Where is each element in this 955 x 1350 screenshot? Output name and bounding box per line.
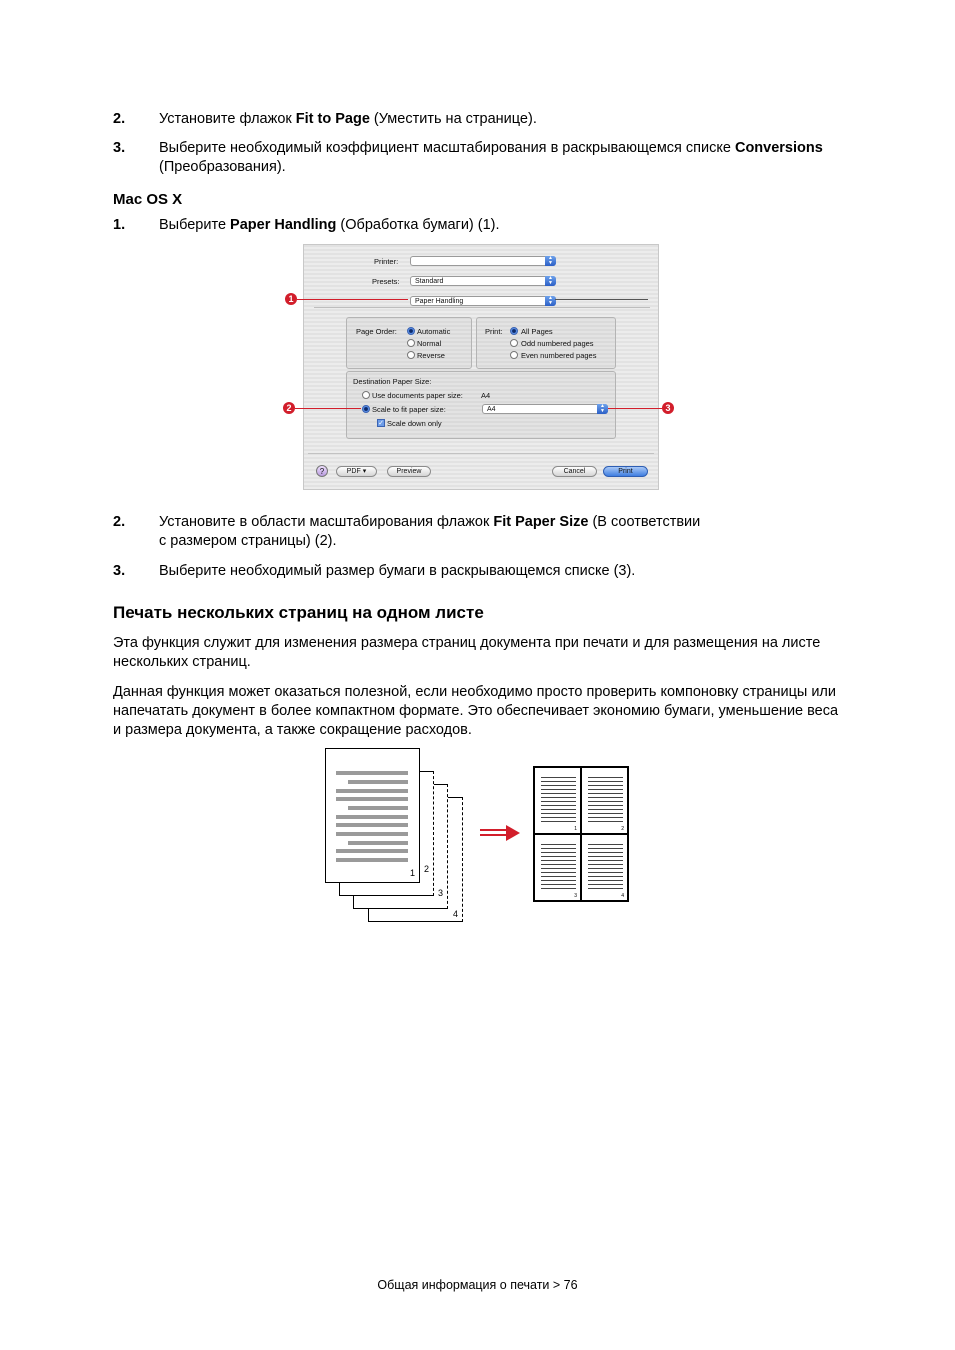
page-number: 1 — [409, 868, 415, 878]
callout-2-badge: 2 — [283, 402, 295, 414]
help-button[interactable]: ? — [316, 465, 328, 477]
even-pages-radio[interactable] — [510, 351, 518, 359]
page-order-reverse-radio[interactable] — [407, 351, 415, 359]
macos-heading: Mac OS X — [113, 191, 183, 208]
scale-down-checkbox[interactable]: ✓ — [378, 420, 384, 427]
section-title: Печать нескольких страниц на одном листе — [113, 603, 484, 622]
step-number: 2. — [113, 514, 126, 530]
nup-page-number: 1 — [574, 826, 577, 832]
step-text: Выберите необходимый коэффициент масштабирования в раскрывающемся списке Conversions (Преобразования). — [159, 140, 823, 175]
separator — [308, 453, 654, 454]
step-number: 3. — [113, 563, 126, 579]
presets-label: Presets: — [372, 277, 400, 286]
step-text: Выберите необходимый размер бумаги в раскрывающемся списке (3). — [159, 563, 636, 579]
preview-button[interactable]: Preview — [387, 466, 431, 477]
page-order-option-label: Reverse — [417, 351, 445, 360]
nup-cell — [581, 834, 628, 901]
popup-arrows-icon: ▲ ▼ — [545, 276, 556, 286]
step-2-fit-paper-size — [113, 513, 833, 553]
nup-page-number: 4 — [621, 893, 624, 899]
paragraph: Эта функция служит для изменения размера страниц документа при печати и для размещения на листе нескольких страниц. — [113, 635, 821, 670]
callout-1-badge: 1 — [285, 293, 297, 305]
page-order-label: Page Order: — [356, 327, 397, 336]
page-number: 2 — [423, 864, 429, 874]
callout-2-line — [295, 408, 361, 409]
page-number: 4 — [452, 909, 458, 919]
nup-page-number: 2 — [621, 826, 624, 832]
mac-print-dialog — [303, 244, 659, 490]
all-pages-radio[interactable] — [510, 327, 518, 335]
pdf-button[interactable]: PDF ▾ — [336, 466, 377, 477]
print-label: Print: — [485, 327, 503, 336]
print-button[interactable]: Print — [603, 466, 648, 477]
popup-arrows-icon: ▲ ▼ — [597, 404, 608, 414]
print-option-label: Even numbered pages — [521, 351, 597, 360]
callout-3-badge: 3 — [662, 402, 674, 414]
use-document-size-radio[interactable] — [362, 391, 370, 399]
page-order-option-label: Normal — [417, 339, 442, 348]
nup-page-number: 3 — [574, 893, 577, 899]
step-text: Установите флажок Fit to Page (Уместить на странице). — [159, 111, 537, 127]
page-order-option-label: Automatic — [417, 327, 451, 336]
step-text: Выберите Paper Handling (Обработка бумаги) (1). — [159, 217, 500, 233]
cancel-button[interactable]: Cancel — [552, 466, 597, 477]
step-number: 1. — [113, 217, 126, 233]
destination-label: Destination Paper Size: — [353, 377, 432, 386]
step-text: Установите в области масштабирования флажок Fit Paper Size (В соответствии с размером страницы) (2). — [159, 514, 701, 549]
separator — [314, 307, 650, 308]
scale-down-label: Scale down only — [387, 419, 442, 428]
printer-popup[interactable] — [410, 256, 556, 266]
arrow-right-icon — [478, 824, 522, 842]
page-sheet-1 — [325, 748, 420, 883]
paper-size-popup[interactable]: A4 ▲ ▼ — [482, 404, 608, 414]
page-order-automatic-radio[interactable] — [407, 327, 415, 335]
scale-to-fit-label: Scale to fit paper size: — [372, 405, 446, 414]
step-number: 3. — [113, 140, 126, 156]
panel-popup[interactable]: Paper Handling ▲ ▼ — [410, 296, 556, 306]
nup-cell — [534, 834, 581, 901]
page-order-normal-radio[interactable] — [407, 339, 415, 347]
page-footer: Общая информация о печати > 76 — [377, 1278, 578, 1292]
step-number: 2. — [113, 111, 126, 127]
presets-popup[interactable]: Standard ▲ ▼ — [410, 276, 556, 286]
print-option-label: All Pages — [521, 327, 553, 336]
paragraph: Данная функция может оказаться полезной, если необходимо просто проверить компоновку страницы или напечатать документ в более компактном формате. Это обеспечивает экономию бумаги, уменьшение веса и размера документа, а также сокращение расходов. — [113, 684, 839, 738]
use-document-size-label: Use documents paper size: — [372, 391, 463, 400]
odd-pages-radio[interactable] — [510, 339, 518, 347]
callout-3-line — [608, 408, 662, 409]
nup-sheet — [533, 766, 629, 902]
scale-to-fit-radio[interactable] — [362, 405, 370, 413]
callout-1-line — [297, 299, 408, 300]
callout-1-line-right — [555, 299, 648, 300]
popup-arrows-icon: ▲ ▼ — [545, 256, 556, 266]
page-number: 3 — [437, 888, 443, 898]
printer-label: Printer: — [374, 257, 399, 266]
document-size-value: A4 — [481, 391, 491, 400]
print-option-label: Odd numbered pages — [521, 339, 594, 348]
popup-arrows-icon: ▲ ▼ — [545, 296, 556, 306]
nup-cell — [534, 767, 581, 834]
nup-cell — [581, 767, 628, 834]
